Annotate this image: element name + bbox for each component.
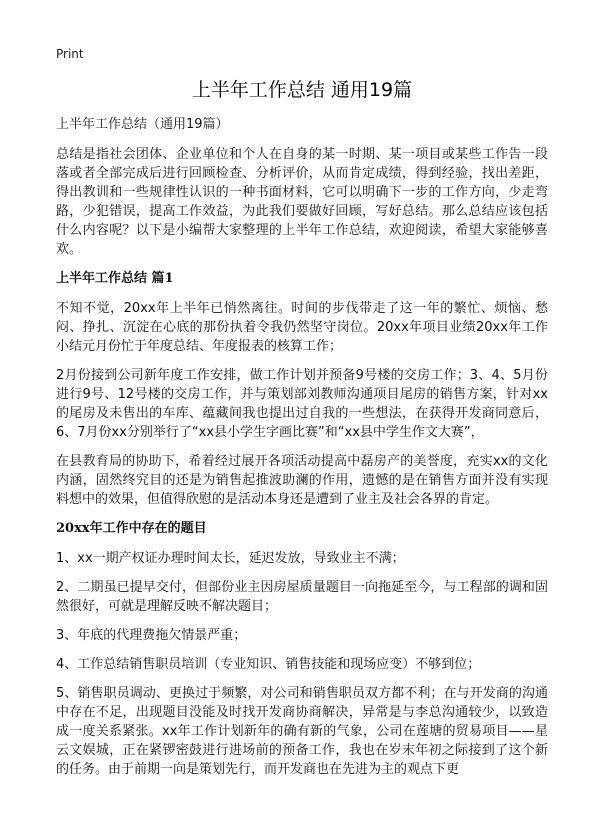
section-heading-1: 上半年工作总结 篇1: [56, 271, 174, 286]
issue-list-item: 3、年底的代理费拖欠情景严重；: [56, 628, 247, 643]
page-title: 上半年工作总结 通用19篇: [191, 79, 413, 101]
section-heading-2: 20xx年工作中存在的题目: [56, 521, 207, 536]
section1-paragraph: 2月份接到公司新年度工作安排，做工作计划并预备9号楼的交房工作；3、4、5月份进行9号、12号楼的交房工作，并与策划部刘教师沟通项目尾房的销售方案，针对xx的尾房及未售出的车库、蕴藏间我也提出过自我的一些想法，在获得开发商同意后，6、7月份xx分别举行了“xx县小学生字画比赛”和“xx县中学生作文大赛”，: [56, 368, 548, 440]
document-body: [56, 76, 548, 789]
issue-list-item: 4、工作总结销售职员培训（专业知识、销售技能和现场应变）不够到位；: [56, 657, 481, 672]
print-link[interactable]: Print: [56, 47, 84, 61]
section1-paragraph: 在县教育局的协助下，希着经过展开各项活动提高中磊房产的美誉度，充实xx的文化内涵，固然终究目的还是为销售起推波助澜的作用，遗憾的是在销售方面并没有实现料想中的效果，但值得欣慰的是活动本身还是遭到了业主及社会各界的肯定。: [56, 454, 548, 507]
intro-paragraph: 总结是指社会团体、企业单位和个人在自身的某一时期、某一项目或某些工作告一段落或者全部完成后进行回顾检查、分析评价，从而肯定成绩，得到经验，找出差距，得出教训和一些规律性认识的一种书面材料，它可以明确下一步的工作方向，少走弯路，少犯错误，提高工作效益，为此我们要做好回顾，写好总结。那么总结应该包括什么内容呢？以下是小编帮大家整理的上半年工作总结，欢迎阅读，希望大家能够喜欢。: [56, 147, 548, 257]
issue-list-item: 2、二期虽已提早交付，但部份业主因房屋质量题目一向拖延至今，与工程部的调和固然很好，可就是理解反映不解决题目；: [56, 580, 548, 614]
issue-list-item: 1、xx一期产权证办理时间太长，延迟发放，导致业主不满；: [56, 551, 405, 566]
document-subtitle: 上半年工作总结（通用19篇）: [56, 117, 229, 132]
section1-paragraph: 不知不觉，20xx年上半年已悄然离往。时间的步伐带走了这一年的繁忙、烦恼、愁闷、挣扎、沉淀在心底的那份执着令我仍然坚守岗位。20xx年项目业绩20xx年工作小结元月份忙于年度总结、年度报表的核算工作；: [56, 301, 548, 354]
issue-list-item: 5、销售职员调动、更换过于频繁，对公司和销售职员双方都不利；在与开发商的沟通中存在不足，出现题目没能及时找开发商协商解决，异常是与李总沟通较少，以致造成一度关系紧张。xx年工作计划新年的确有新的气象，公司在莲塘的贸易项目——星云文娱城，正在紧锣密鼓进行进场前的预备工作，我也在岁末年初之际接到了这个新的任务。由于前期一向是策划先行，而开发商也在先进为主的观点下更: [56, 686, 548, 777]
